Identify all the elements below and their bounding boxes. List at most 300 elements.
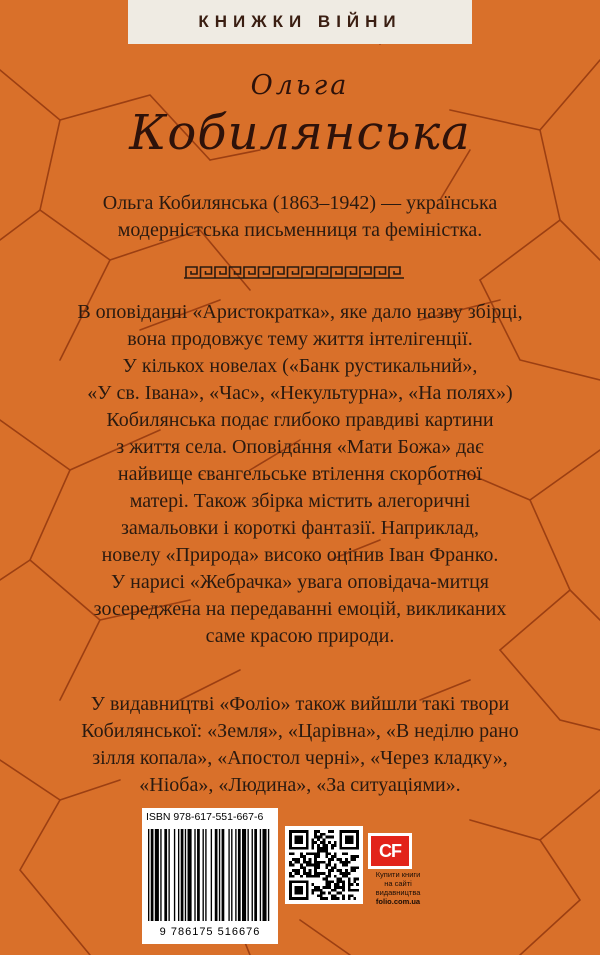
description-line: У кількох новелах («Банк рустикальний», (122, 355, 478, 377)
isbn-barcode (142, 808, 278, 944)
qr-module (309, 852, 312, 855)
qr-module (339, 880, 342, 883)
qr-module (314, 858, 317, 861)
ornament-key (230, 267, 241, 278)
description-line: найвище євангельське втілення скорботної (117, 463, 483, 485)
qr-module (342, 875, 345, 878)
qr-module (353, 866, 356, 869)
qr-module (314, 833, 317, 836)
barcode-bar (174, 829, 175, 921)
qr-module (323, 841, 326, 844)
qr-module (314, 875, 317, 878)
buy-note-line: Купити книги (375, 870, 421, 879)
qr-module (306, 875, 309, 878)
barcode-bar (203, 829, 204, 921)
description-line: Кобилянська подає глибоко правдиві картини (106, 409, 494, 431)
qr-module (309, 861, 312, 864)
qr-module (328, 836, 331, 839)
qr-module (331, 830, 334, 833)
qr-module (325, 844, 328, 847)
qr-module (331, 866, 334, 869)
qr-module (320, 892, 323, 895)
qr-module (328, 869, 331, 872)
barcode-bar (185, 829, 186, 921)
barcode-bars (148, 829, 272, 921)
ornament-key (317, 267, 328, 278)
ornament-key (186, 267, 197, 278)
qr-module (320, 872, 323, 875)
qr-module (337, 858, 340, 861)
description-line: замальовки і короткі фантазії. Наприклад, (121, 517, 479, 539)
qr-module (325, 875, 328, 878)
qr-module (295, 861, 298, 864)
series-banner (128, 0, 472, 44)
qr-module (328, 858, 331, 861)
qr-module (348, 889, 351, 892)
qr-module (331, 844, 334, 847)
publisher-logo-icon: CF (371, 836, 409, 866)
author-first-name: Ольга (250, 70, 350, 101)
qr-module (309, 858, 312, 861)
qr-module (353, 858, 356, 861)
qr-module (317, 844, 320, 847)
qr-module (356, 878, 359, 881)
qr-module (334, 852, 337, 855)
qr-module (317, 847, 320, 850)
qr-module (306, 872, 309, 875)
barcode-bar (252, 829, 253, 921)
crack-line (520, 790, 600, 955)
qr-module (331, 869, 334, 872)
qr-module (300, 866, 303, 869)
qr-module (314, 866, 317, 869)
qr-module (320, 847, 323, 850)
qr-finder (306, 830, 309, 850)
qr-module (317, 838, 320, 841)
description-line: з життя села. Оповідання «Мати Божа» дає (116, 436, 484, 458)
qr-module (306, 864, 309, 867)
ornament-key (360, 267, 371, 278)
qr-module (311, 852, 314, 855)
qr-module (311, 847, 314, 850)
qr-module (342, 872, 345, 875)
qr-module (306, 852, 309, 855)
book-description (30, 299, 570, 650)
qr-module (331, 880, 334, 883)
qr-module (331, 894, 334, 897)
qr-finder (289, 880, 292, 900)
qr-module (325, 878, 328, 881)
barcode-bar (268, 829, 269, 921)
qr-module (323, 878, 326, 881)
qr-module (328, 892, 331, 895)
qr-finder (295, 886, 303, 894)
qr-finder (339, 847, 359, 850)
qr-module (320, 833, 323, 836)
qr-module (351, 889, 354, 892)
qr-module (328, 841, 331, 844)
qr-module (353, 855, 356, 858)
description-line: матері. Також збірка містить алегоричні (129, 490, 471, 512)
barcode-bar (235, 829, 236, 921)
qr-module (345, 861, 348, 864)
ornament-key (244, 267, 255, 278)
description-line: В оповіданні «Аристократка», яке дало назву збірці, (77, 301, 523, 323)
qr-module (348, 897, 351, 900)
qr-module (353, 889, 356, 892)
qr-module (348, 861, 351, 864)
qr-module (325, 883, 328, 886)
qr-module (331, 836, 334, 839)
description-line: зосереджена на передаванні емоцій, викликаних (93, 598, 507, 620)
qr-module (342, 894, 345, 897)
qr-module (317, 875, 320, 878)
qr-module (317, 850, 320, 853)
qr-module (323, 833, 326, 836)
qr-finder (289, 830, 292, 850)
qr-module (297, 869, 300, 872)
description-line: новелу «Природа» високо оцінив Іван Франко. (101, 544, 499, 566)
barcode-bar (205, 829, 206, 921)
qr-module (325, 866, 328, 869)
qr-module (311, 883, 314, 886)
qr-module (334, 855, 337, 858)
qr-finder (289, 830, 309, 833)
barcode-bar (155, 829, 159, 921)
barcode-bar (254, 829, 257, 921)
qr-module (353, 878, 356, 881)
ornament-key (346, 267, 357, 278)
qr-module (328, 875, 331, 878)
qr-finder (289, 847, 309, 850)
qr-module (300, 875, 303, 878)
ornament-key (201, 267, 212, 278)
qr-module (334, 864, 337, 867)
qr-module (320, 850, 323, 853)
qr-module (339, 869, 342, 872)
qr-finder (339, 830, 342, 850)
qr-module (323, 892, 326, 895)
qr-module (292, 858, 295, 861)
qr-module (292, 875, 295, 878)
qr-module (351, 869, 354, 872)
qr-module (311, 838, 314, 841)
qr-module (345, 869, 348, 872)
barcode-bar (151, 829, 154, 921)
qr-module (348, 878, 351, 881)
barcode-bar (178, 829, 179, 921)
barcode-bar (148, 829, 149, 921)
qr-module (295, 869, 298, 872)
qr-module (297, 872, 300, 875)
barcode-bar (238, 829, 241, 921)
qr-module (328, 872, 331, 875)
qr-module (331, 847, 334, 850)
qr-module (334, 894, 337, 897)
barcode-bar (262, 829, 266, 921)
qr-module (337, 897, 340, 900)
qr-module (311, 864, 314, 867)
qr-module (339, 872, 342, 875)
qr-module (351, 855, 354, 858)
qr-module (356, 883, 359, 886)
barcode-bar (197, 829, 200, 921)
greek-key-ornament (184, 265, 404, 279)
qr-module (311, 875, 314, 878)
qr-module (314, 872, 317, 875)
qr-module (337, 878, 340, 881)
qr-module (331, 897, 334, 900)
publisher-buy-note (370, 870, 426, 906)
qr-module (320, 889, 323, 892)
qr-module (351, 866, 354, 869)
qr-finder (339, 830, 359, 833)
qr-module (323, 861, 326, 864)
qr-module (337, 880, 340, 883)
qr-module (314, 861, 317, 864)
qr-module (331, 889, 334, 892)
buy-note-line: folio.com.ua (375, 897, 421, 906)
barcode-bar (164, 829, 167, 921)
isbn-label: ISBN 978-617-551-667-6 (146, 811, 264, 823)
qr-module (292, 864, 295, 867)
qr-module (348, 880, 351, 883)
qr-module (309, 864, 312, 867)
barcode-bar (188, 829, 192, 921)
qr-module (323, 838, 326, 841)
series-title: КНИЖКИ ВІЙНИ (198, 12, 402, 31)
qr-module (323, 872, 326, 875)
qr-module (314, 836, 317, 839)
qr-module (309, 875, 312, 878)
qr-module (331, 855, 334, 858)
barcode-bar (160, 829, 161, 921)
qr-module (323, 847, 326, 850)
qr-module (331, 858, 334, 861)
barcode-bar (219, 829, 220, 921)
qr-module (323, 897, 326, 900)
qr-module (303, 872, 306, 875)
qr-module (314, 841, 317, 844)
qr-module (328, 864, 331, 867)
ornament-key (259, 267, 270, 278)
qr-module (306, 861, 309, 864)
crack-line (0, 210, 40, 240)
qr-module (311, 844, 314, 847)
qr-module (337, 883, 340, 886)
qr-module (342, 864, 345, 867)
qr-code (285, 826, 363, 904)
qr-module (297, 858, 300, 861)
qr-module (323, 850, 326, 853)
qr-module (317, 830, 320, 833)
barcode-bar (228, 829, 229, 921)
qr-module (328, 861, 331, 864)
description-line: саме красою природи. (205, 625, 395, 647)
qr-module (328, 852, 331, 855)
barcode-bar (215, 829, 218, 921)
qr-module (289, 875, 292, 878)
qr-module (351, 858, 354, 861)
description-line: «У св. Івана», «Час», «Некультурна», «На полях») (87, 382, 513, 404)
qr-module (345, 872, 348, 875)
qr-module (328, 880, 331, 883)
works-line: зілля копала», «Апостол черні», «Через кладку», (92, 747, 508, 769)
qr-module (325, 847, 328, 850)
ornament-key (302, 267, 313, 278)
qr-module (334, 886, 337, 889)
qr-module (317, 872, 320, 875)
description-line: вона продовжує тему життя інтелігенції. (127, 328, 473, 350)
barcode-bar (247, 829, 248, 921)
qr-module (348, 886, 351, 889)
qr-module (317, 852, 320, 855)
works-line: Кобилянської: «Земля», «Царівна», «В неділю рано (81, 720, 519, 742)
qr-module (300, 852, 303, 855)
qr-module (353, 897, 356, 900)
qr-module (337, 892, 340, 895)
qr-module (314, 864, 317, 867)
ornament-key (273, 267, 284, 278)
qr-finder (345, 836, 353, 844)
qr-module (303, 869, 306, 872)
qr-module (320, 836, 323, 839)
qr-module (325, 850, 328, 853)
qr-module (339, 886, 342, 889)
ornament-key (331, 267, 342, 278)
qr-module (317, 894, 320, 897)
qr-module (325, 886, 328, 889)
qr-module (320, 841, 323, 844)
qr-module (314, 869, 317, 872)
bio-line: модерністська письменниця та феміністка. (117, 219, 483, 241)
ornament-key (215, 267, 226, 278)
qr-module (328, 883, 331, 886)
description-line: У нарисі «Жебрачка» увага оповідача-митця (111, 571, 489, 593)
qr-module (345, 875, 348, 878)
qr-module (325, 852, 328, 855)
crack-line (560, 220, 600, 260)
qr-finder (289, 880, 309, 883)
qr-module (295, 872, 298, 875)
qr-module (339, 892, 342, 895)
qr-module (339, 878, 342, 881)
qr-module (317, 855, 320, 858)
author-bio (40, 190, 560, 244)
qr-module (351, 883, 354, 886)
qr-module (320, 861, 323, 864)
works-line: У видавництві «Фоліо» також вийшли такі твори (90, 693, 510, 715)
publisher-logo (368, 833, 412, 869)
qr-module (348, 883, 351, 886)
crack-line (570, 590, 600, 620)
qr-module (342, 886, 345, 889)
barcode-number: 9 786175 516676 (159, 926, 261, 938)
qr-module (303, 861, 306, 864)
qr-module (334, 844, 337, 847)
qr-module (337, 886, 340, 889)
qr-module (311, 892, 314, 895)
qr-module (314, 889, 317, 892)
qr-module (334, 875, 337, 878)
qr-module (342, 852, 345, 855)
qr-module (311, 841, 314, 844)
qr-module (353, 869, 356, 872)
qr-module (317, 889, 320, 892)
ornament-key (389, 267, 400, 278)
qr-module (342, 889, 345, 892)
qr-module (345, 864, 348, 867)
crack-line (300, 920, 350, 955)
qr-module (334, 866, 337, 869)
ornament-key (375, 267, 386, 278)
qr-module (323, 886, 326, 889)
qr-module (292, 869, 295, 872)
author-last-name: Кобилянська (129, 105, 471, 161)
qr-module (345, 858, 348, 861)
qr-module (323, 844, 326, 847)
barcode-bar (222, 829, 225, 921)
qr-module (289, 872, 292, 875)
qr-module (289, 861, 292, 864)
qr-module (311, 889, 314, 892)
qr-module (309, 872, 312, 875)
qr-module (300, 864, 303, 867)
qr-module (320, 897, 323, 900)
barcode-bar (168, 829, 169, 921)
qr-module (314, 830, 317, 833)
barcode-bar (231, 829, 232, 921)
qr-module (314, 852, 317, 855)
qr-module (325, 897, 328, 900)
qr-module (356, 866, 359, 869)
crack-line (470, 820, 540, 840)
qr-module (303, 855, 306, 858)
qr-module (295, 858, 298, 861)
qr-module (353, 880, 356, 883)
qr-module (342, 880, 345, 883)
qr-module (289, 864, 292, 867)
qr-finder (356, 830, 359, 850)
qr-module (325, 836, 328, 839)
qr-module (303, 866, 306, 869)
qr-module (314, 855, 317, 858)
qr-module (309, 869, 312, 872)
qr-module (317, 836, 320, 839)
qr-module (334, 897, 337, 900)
qr-code-icon (289, 830, 359, 900)
qr-module (325, 880, 328, 883)
qr-module (351, 894, 354, 897)
qr-module (334, 841, 337, 844)
works-line: «Ніоба», «Людина», «За ситуаціями». (139, 774, 461, 796)
buy-note-line: на сайті (384, 879, 412, 888)
qr-module (337, 869, 340, 872)
qr-module (345, 852, 348, 855)
ornament-key (288, 267, 299, 278)
qr-module (317, 861, 320, 864)
barcode-bar (242, 829, 246, 921)
qr-finder (306, 880, 309, 900)
qr-module (300, 855, 303, 858)
qr-module (339, 861, 342, 864)
qr-module (348, 894, 351, 897)
qr-module (325, 855, 328, 858)
qr-module (334, 889, 337, 892)
qr-finder (289, 897, 309, 900)
qr-module (314, 886, 317, 889)
qr-module (292, 852, 295, 855)
